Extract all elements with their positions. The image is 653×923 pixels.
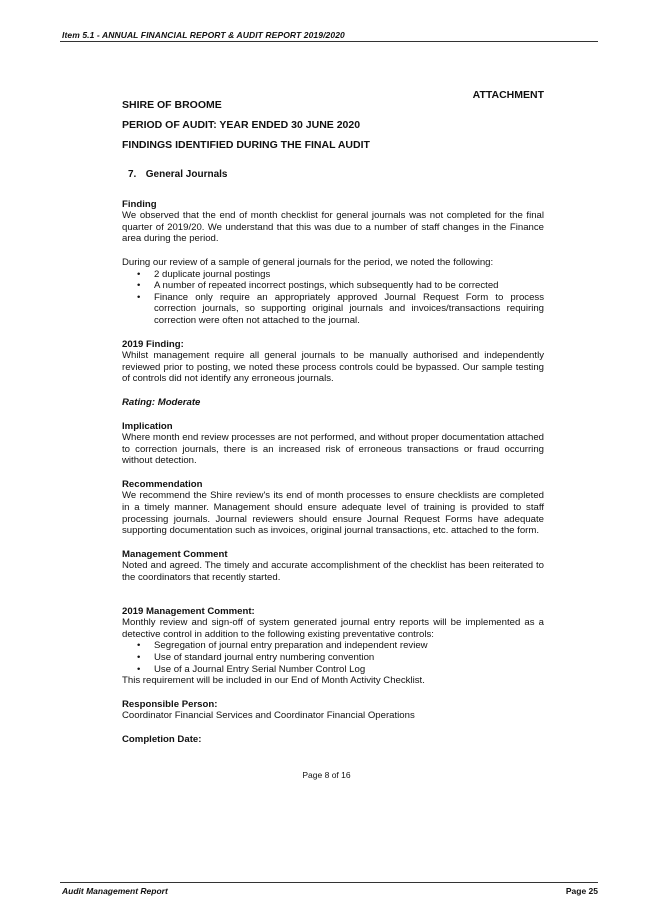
footer-divider	[60, 882, 598, 883]
finding-2019-paragraph: Whilst management require all general journals to be manually authorised and independently reviewed prior to posting, we noted these process controls could be bypassed. Our sample testing of controls did not identify any erroneous journals.	[122, 350, 544, 385]
finding-paragraph: We observed that the end of month checklist for general journals was not completed for the final quarter of 2019/20. We understand that this was due to a number of staff changes in the Finance area during the period.	[122, 210, 544, 245]
attachment-label: ATTACHMENT	[472, 89, 544, 101]
recommendation-heading: Recommendation	[122, 478, 203, 490]
implication-paragraph: Where month end review processes are not performed, and without proper documentation attached to correction journals, there is an increased risk of erroneous transactions or fraud occurring without detection.	[122, 432, 544, 467]
list-item: • Segregation of journal entry preparation and independent review	[154, 640, 544, 652]
shire-title: SHIRE OF BROOME	[122, 99, 222, 111]
finding-intro: During our review of a sample of general journals for the period, we noted the following:	[122, 256, 494, 268]
findings-title: FINDINGS IDENTIFIED DURING THE FINAL AUDIT	[122, 139, 370, 151]
header-divider	[60, 41, 598, 42]
report-header: Item 5.1 - ANNUAL FINANCIAL REPORT & AUDIT REPORT 2019/2020	[62, 30, 345, 40]
responsible-person-text: Coordinator Financial Services and Coordinator Financial Operations	[122, 710, 415, 722]
risk-rating: Rating: Moderate	[122, 396, 201, 408]
section-title: General Journals	[145, 169, 228, 180]
finding-bullet-list	[122, 269, 544, 327]
management-comment-heading: Management Comment	[122, 548, 228, 560]
responsible-person-heading: Responsible Person:	[122, 698, 218, 710]
section-number: 7.	[128, 169, 137, 180]
list-item: • Use of standard journal entry numbering convention	[154, 652, 544, 664]
footer-report-title: Audit Management Report	[62, 886, 168, 896]
document-body	[122, 99, 544, 746]
management-comment-paragraph: Noted and agreed. The timely and accurate accomplishment of the checklist has been reiterated to the coordinators that recently started.	[122, 560, 544, 584]
recommendation-paragraph: We recommend the Shire review's its end of month processes to ensure checklists are completed in a timely manner. Management should ensure adequate level of training is provided to staff processing journals. Journal reviewers should ensure Journal Request Forms have adequate supporting documentation such as invoices, original journal transactions, etc. attached to the form.	[122, 490, 544, 537]
audit-period-title: PERIOD OF AUDIT: YEAR ENDED 30 JUNE 2020	[122, 119, 361, 131]
section-heading	[128, 169, 544, 181]
list-item: • Use of a Journal Entry Serial Number Control Log	[154, 664, 544, 676]
management-comment-2019-heading: 2019 Management Comment:	[122, 605, 255, 617]
controls-bullet-list	[122, 640, 544, 675]
finding-heading: Finding	[122, 198, 157, 210]
implication-heading: Implication	[122, 420, 173, 432]
footer-page-number: Page 25	[565, 886, 598, 896]
list-item: • Finance only require an appropriately approved Journal Request Form to process correction journals, so supporting original journals and invoices/transactions requiring correction were often not attached to the journal.	[154, 292, 544, 327]
management-comment-2019-paragraph: Monthly review and sign-off of system generated journal entry reports will be implemented as a detective control in addition to the following existing preventative controls:	[122, 617, 544, 640]
list-item: • 2 duplicate journal postings	[154, 269, 544, 281]
finding-2019-heading: 2019 Finding:	[122, 338, 184, 350]
list-item: • A number of repeated incorrect postings, which subsequently had to be corrected	[154, 280, 544, 292]
completion-date-heading: Completion Date:	[122, 733, 202, 745]
page-number: Page 8 of 16	[302, 770, 351, 780]
management-comment-2019-closing: This requirement will be included in our End of Month Activity Checklist.	[122, 675, 425, 687]
